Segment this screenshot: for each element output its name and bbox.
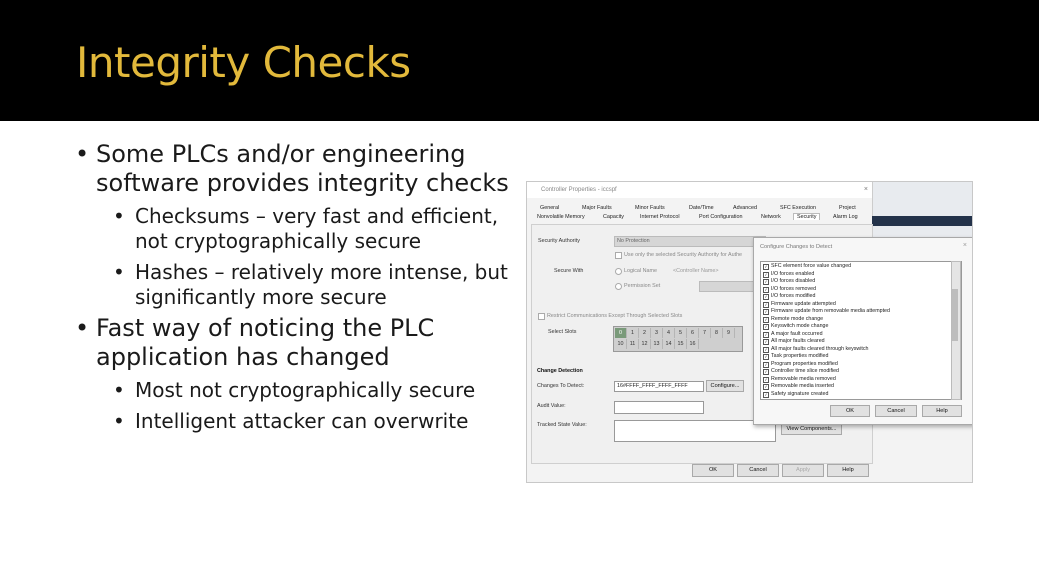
list-item[interactable]: ✓ I/O forces disabled <box>764 278 816 284</box>
tab-capacity[interactable]: Capacity <box>603 214 624 220</box>
tab-project[interactable]: Project <box>839 205 856 211</box>
bullet-2: • Fast way of noticing the PLC application has changed <box>75 314 515 372</box>
slot-10[interactable]: 10 <box>615 339 627 349</box>
audit-value-field[interactable] <box>614 401 704 414</box>
slot-13[interactable]: 13 <box>651 339 663 349</box>
checkbox-icon[interactable]: ✓ <box>764 384 768 389</box>
slot-4[interactable]: 4 <box>663 328 675 338</box>
restrict-checkbox[interactable] <box>538 313 545 320</box>
configure-button[interactable]: Configure... <box>706 380 744 392</box>
checkbox-icon[interactable]: ✓ <box>764 271 768 277</box>
restrict-label: Restrict Communications Except Through Selected Slots <box>547 313 683 319</box>
list-item[interactable]: ✓ A major fault occurred <box>764 330 823 337</box>
slot-15[interactable]: 15 <box>675 339 687 349</box>
checkbox-icon[interactable]: ✓ <box>764 309 768 314</box>
tab-port-configuration[interactable]: Port Configuration <box>699 214 743 220</box>
list-item[interactable]: ✓ SFC element force value changed <box>764 263 852 269</box>
list-item[interactable]: ✓ Removable media inserted <box>764 383 835 389</box>
tab-network[interactable]: Network <box>761 214 781 220</box>
checkbox-icon[interactable]: ✓ <box>764 376 768 382</box>
checkbox-icon[interactable]: ✓ <box>764 391 768 397</box>
changes-to-detect-field[interactable] <box>614 381 704 392</box>
list-item[interactable]: ✓ I/O forces modified <box>764 293 816 299</box>
bullet-1-sub-2: • Hashes – relatively more intense, but significantly more secure <box>75 260 515 310</box>
security-authority-value: No Protection <box>617 238 650 244</box>
tab-advanced[interactable]: Advanced <box>733 205 757 211</box>
list-item[interactable]: ✓ Firmware update from removable media attempted <box>764 308 890 314</box>
tracked-state-label: Tracked State Value: <box>537 422 587 428</box>
slot-14[interactable]: 14 <box>663 339 675 349</box>
audit-value-label: Audit Value: <box>537 403 566 409</box>
list-item[interactable]: ✓ Firmware update attempted <box>764 300 836 307</box>
dialog-title: Controller Properties - iccspf <box>541 187 617 193</box>
checkbox-icon[interactable]: ✓ <box>764 294 768 299</box>
tab-sfc-execution[interactable]: SFC Execution <box>780 205 816 211</box>
use-only-checkbox[interactable] <box>615 252 622 259</box>
tab-nonvolatile-memory[interactable]: Nonvolatile Memory <box>537 214 585 220</box>
checkbox-icon[interactable]: ✓ <box>764 301 768 307</box>
slot-16[interactable]: 16 <box>687 339 699 349</box>
slot-1[interactable]: 1 <box>627 328 639 338</box>
bullet-2-sub-2: • Intelligent attacker can overwrite <box>75 409 515 434</box>
slot-12[interactable]: 12 <box>639 339 651 349</box>
list-item[interactable]: ✓ Program properties modified <box>764 360 838 367</box>
configure-help-button[interactable]: Help <box>922 405 962 417</box>
help-button[interactable]: Help <box>827 464 869 477</box>
tab-alarm-log[interactable]: Alarm Log <box>833 214 858 220</box>
cancel-button[interactable]: Cancel <box>737 464 779 477</box>
checkbox-icon[interactable]: ✓ <box>764 324 768 329</box>
list-item[interactable]: ✓ Safety signature created <box>764 390 829 397</box>
bullet-2-sub-1: • Most not cryptographically secure <box>75 378 515 403</box>
slot-6[interactable]: 6 <box>687 328 699 338</box>
slot-8[interactable]: 8 <box>711 328 723 338</box>
list-item[interactable]: ✓ I/O forces enabled <box>764 270 815 277</box>
security-authority-label: Security Authority <box>538 238 580 244</box>
slot-3[interactable]: 3 <box>651 328 663 338</box>
security-authority-select[interactable] <box>614 236 766 247</box>
changes-to-detect-label: Changes To Detect: <box>537 383 585 389</box>
logical-name-value: <Controller Name> <box>673 268 719 274</box>
list-item[interactable]: ✓ All major faults cleared through keyswitch <box>764 345 869 352</box>
events-list <box>760 261 962 400</box>
slot-11[interactable]: 11 <box>627 339 639 349</box>
permission-set-label: Permission Set <box>624 283 661 289</box>
bullet-1-sub-1: • Checksums – very fast and efficient, not cryptographically secure <box>75 204 515 254</box>
slot-9[interactable]: 9 <box>723 328 735 338</box>
bullet-1: • Some PLCs and/or engineering software provides integrity checks <box>75 140 515 198</box>
tab-security[interactable]: Security <box>793 213 820 220</box>
configure-ok-button[interactable]: OK <box>830 405 870 417</box>
permission-set-radio[interactable] <box>615 283 622 290</box>
configure-dialog-title: Configure Changes to Detect <box>760 244 833 250</box>
tab-minor-faults[interactable]: Minor Faults <box>635 205 665 211</box>
tab-date-time[interactable]: Date/Time <box>689 205 714 211</box>
slot-2[interactable]: 2 <box>639 328 651 338</box>
scrollbar-thumb[interactable] <box>952 289 958 341</box>
slots-grid <box>613 326 743 352</box>
checkbox-icon[interactable]: ✓ <box>764 346 768 352</box>
list-item[interactable]: ✓ I/O forces removed <box>764 285 817 292</box>
checkbox-icon[interactable]: ✓ <box>764 339 768 344</box>
close-icon[interactable]: × <box>962 242 967 249</box>
checkbox-icon[interactable]: ✓ <box>764 264 768 269</box>
secure-with-label: Secure With <box>554 268 584 274</box>
tracked-state-field[interactable] <box>614 420 776 442</box>
changes-to-detect-value: 16#FFFF_FFFF_FFFF_FFFF <box>617 383 688 389</box>
tab-internet-protocol[interactable]: Internet Protocol <box>640 214 680 220</box>
checkbox-icon[interactable]: ✓ <box>764 369 768 374</box>
configure-changes-dialog <box>753 237 973 425</box>
use-only-label: Use only the selected Security Authority for Authe <box>624 252 743 258</box>
checkbox-icon[interactable]: ✓ <box>764 279 768 284</box>
list-item[interactable]: ✓ Keyswitch mode change <box>764 323 829 329</box>
logical-name-radio[interactable] <box>615 268 622 275</box>
tab-major-faults[interactable]: Major Faults <box>582 205 612 211</box>
checkbox-icon[interactable]: ✓ <box>764 361 768 367</box>
slide-content <box>75 140 515 438</box>
view-components-button[interactable]: View Components... <box>781 423 842 435</box>
tab-general[interactable]: General <box>540 205 560 211</box>
list-item[interactable]: ✓ All major faults cleared <box>764 338 825 344</box>
slot-7[interactable]: 7 <box>699 328 711 338</box>
checkbox-icon[interactable]: ✓ <box>764 286 768 292</box>
apply-button[interactable]: Apply <box>782 464 824 477</box>
checkbox-icon[interactable]: ✓ <box>764 354 768 359</box>
change-detection-label: Change Detection <box>537 368 583 374</box>
slot-0[interactable]: 0 <box>615 328 627 338</box>
title-bar <box>0 0 1039 121</box>
background-app-window <box>872 182 973 240</box>
checkbox-icon[interactable]: ✓ <box>764 316 768 322</box>
checkbox-icon[interactable]: ✓ <box>764 331 768 337</box>
controller-properties-screenshot <box>526 181 973 483</box>
configure-cancel-button[interactable]: Cancel <box>875 405 917 417</box>
list-item[interactable]: ✓ Task properties modified <box>764 353 829 359</box>
logical-name-label: Logical Name <box>624 268 657 274</box>
list-item[interactable]: ✓ Controller time slice modified <box>764 368 840 374</box>
background-app-bar <box>872 216 972 226</box>
ok-button[interactable]: OK <box>692 464 734 477</box>
list-item[interactable]: ✓ Remote mode change <box>764 315 824 322</box>
slot-5[interactable]: 5 <box>675 328 687 338</box>
slide-title: Integrity Checks <box>76 38 411 87</box>
permission-set-select[interactable] <box>699 281 761 292</box>
select-slots-label: Select Slots <box>548 329 577 335</box>
list-item[interactable]: ✓ Removable media removed <box>764 375 836 382</box>
close-icon[interactable]: × <box>863 186 868 193</box>
